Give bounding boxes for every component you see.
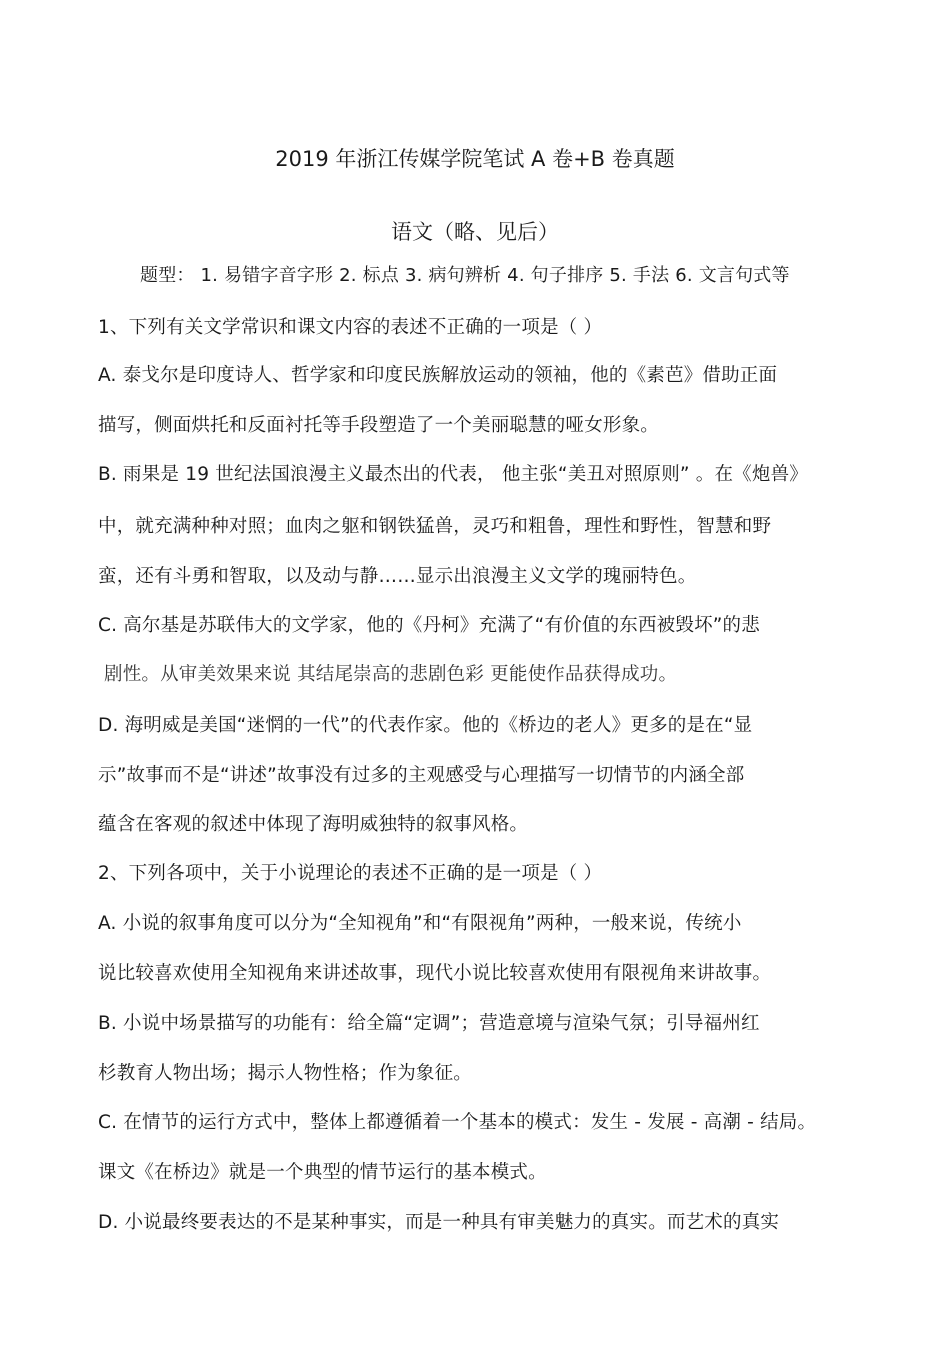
- question-2-option-c-cont: 课文《在桥边》就是一个典型的情节运行的基本模式。: [98, 1162, 547, 1183]
- question-1-option-c: C. 高尔基是苏联伟大的文学家，他的《丹柯》充满了“有价值的东西被毁坏”的悲: [98, 615, 760, 636]
- question-types: 题型： 1. 易错字音字形 2. 标点 3. 病句辨析 4. 句子排序 5. 手法 6. 文言句式等: [140, 265, 790, 286]
- page-title: 2019 年浙江传媒学院笔试 A 卷+B 卷真题: [275, 147, 675, 171]
- question-1-option-d: D. 海明威是美国“迷惘的一代”的代表作家。他的《桥边的老人》更多的是在“显: [98, 715, 753, 736]
- question-1-option-a-cont: 描写，侧面烘托和反面衬托等手段塑造了一个美丽聪慧的哑女形象。: [98, 415, 660, 436]
- question-1-option-d-cont: 示”故事而不是“讲述”故事没有过多的主观感受与心理描写一切情节的内涵全部: [98, 765, 745, 786]
- question-1-option-b: B. 雨果是 19 世纪法国浪漫主义最杰出的代表， 他主张“美丑对照原则” 。在《炮兽》: [98, 464, 808, 485]
- question-1-stem: 1、下列有关文学常识和课文内容的表述不正确的一项是（ ）: [98, 317, 603, 338]
- question-1-option-b-cont: 中，就充满种种对照；血肉之躯和钢铁猛兽，灵巧和粗鲁，理性和野性，智慧和野: [98, 516, 772, 537]
- question-2-option-c: C. 在情节的运行方式中，整体上都遵循着一个基本的模式：发生 - 发展 - 高潮 - 结局。: [98, 1112, 817, 1133]
- question-1-option-b-cont: 蛮，还有斗勇和智取，以及动与静……显示出浪漫主义文学的瑰丽特色。: [98, 566, 697, 587]
- question-2-option-a-cont: 说比较喜欢使用全知视角来讲述故事，现代小说比较喜欢使用有限视角来讲故事。: [98, 963, 772, 984]
- question-2-option-d: D. 小说最终要表达的不是某种事实，而是一种具有审美魅力的真实。而艺术的真实: [98, 1212, 780, 1233]
- question-1-option-c-cont: 剧性。从审美效果来说 其结尾崇高的悲剧色彩 更能使作品获得成功。: [104, 664, 678, 685]
- question-2-stem: 2、下列各项中，关于小说理论的表述不正确的是一项是（ ）: [98, 863, 603, 884]
- section-subtitle: 语文（略、见后）: [391, 220, 559, 244]
- question-2-option-b-cont: 杉教育人物出场；揭示人物性格；作为象征。: [98, 1063, 473, 1084]
- question-1-option-d-cont: 蕴含在客观的叙述中体现了海明威独特的叙事风格。: [98, 814, 529, 835]
- question-1-option-a: A. 泰戈尔是印度诗人、哲学家和印度民族解放运动的领袖，他的《素芭》借助正面: [98, 365, 778, 386]
- question-2-option-b: B. 小说中场景描写的功能有：给全篇“定调”；营造意境与渲染气氛；引导福州红: [98, 1013, 760, 1034]
- question-2-option-a: A. 小说的叙事角度可以分为“全知视角”和“有限视角”两种，一般来说，传统小: [98, 913, 742, 934]
